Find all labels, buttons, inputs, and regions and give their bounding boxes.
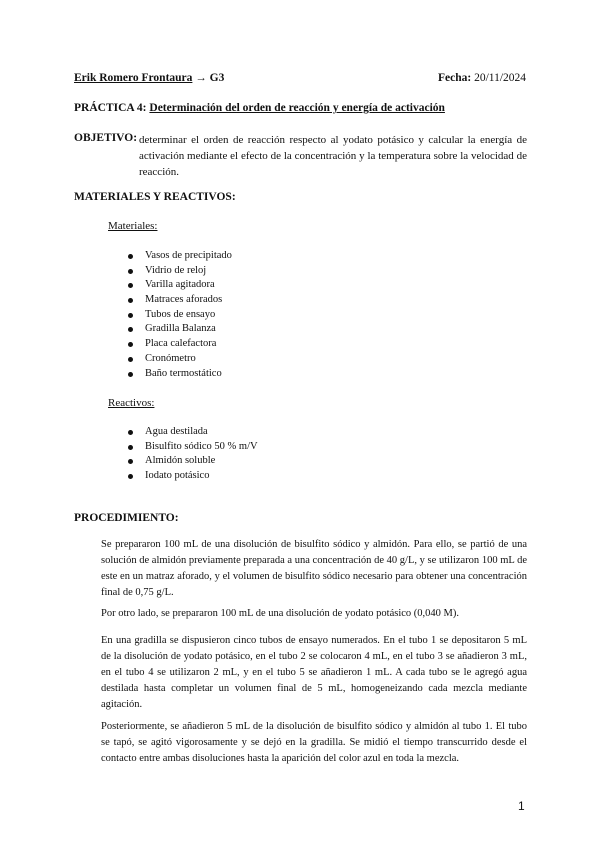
practice-label: PRÁCTICA 4: — [74, 102, 147, 114]
bullet-icon — [128, 445, 133, 450]
practice-title — [74, 102, 445, 114]
list-item: Iodato potásico — [128, 469, 258, 484]
date-line — [438, 72, 526, 84]
procedure-title: PROCEDIMIENTO: — [74, 512, 179, 524]
list-item: Vasos de precipitado — [128, 249, 232, 264]
bullet-icon — [128, 357, 133, 362]
date-label: Fecha: — [438, 72, 472, 84]
procedure-paragraph-2: Por otro lado, se prepararon 100 mL de una disolución de yodato potásico (0,040 M). — [101, 608, 459, 619]
arrow-icon: → — [195, 72, 207, 84]
list-item: Baño termostático — [128, 367, 232, 382]
list-item: Agua destilada — [128, 425, 258, 440]
list-item: Placa calefactora — [128, 337, 232, 352]
objective-text: determinar el orden de reacción respecto al yodato potásico y calcular la energía de activación mediante el efecto de la concentración y la temperatura sobre la velocidad de reacción. — [139, 134, 527, 178]
page-number: 1 — [518, 799, 525, 813]
bullet-icon — [128, 459, 133, 464]
group-label: G3 — [209, 72, 225, 84]
procedure-paragraph-4: Posteriormente, se añadieron 5 mL de la disolución de bisulfito sódico y almidón al tubo 1. El tubo se tapó, se agitó vigorosamente y se dejó en la gradilla. Se midió el tiempo transcurrido desde el contacto entre ambas disoluciones hasta la aparición del color azul en toda la mezcla. — [101, 721, 527, 764]
date-value: 20/11/2024 — [474, 72, 527, 84]
bullet-icon — [128, 313, 133, 318]
objective-label: OBJETIVO: — [74, 132, 138, 144]
list-item: Gradilla Balanza — [128, 322, 232, 337]
list-item: Bisulfito sódico 50 % m/V — [128, 440, 258, 455]
materials-heading: Materiales: — [108, 220, 158, 232]
author-name: Erik Romero Frontaura — [74, 72, 193, 84]
author-line — [74, 72, 224, 84]
bullet-icon — [128, 269, 133, 274]
bullet-icon — [128, 254, 133, 259]
bullet-icon — [128, 474, 133, 479]
materials-list — [128, 249, 232, 381]
reagents-heading: Reactivos: — [108, 397, 155, 409]
list-item: Varilla agitadora — [128, 278, 232, 293]
list-item: Cronómetro — [128, 352, 232, 367]
bullet-icon — [128, 372, 133, 377]
procedure-paragraph-3: En una gradilla se dispusieron cinco tubos de ensayo numerados. En el tubo 1 se depositaron 5 mL de la disolución de yodato potásico, en el tubo 2 se colocaron 4 mL, en el tubo 3 se añadieron 3 mL, en el tubo 4 se utilizaron 2 mL, y en el tubo 5 se añadieron 1 mL. A cada tubo se le agregó agua destilada hasta completar un volumen final de 5 mL, homogeneizando cada mezcla mediante agitación. — [101, 635, 527, 710]
bullet-icon — [128, 298, 133, 303]
bullet-icon — [128, 430, 133, 435]
list-item: Almidón soluble — [128, 454, 258, 469]
bullet-icon — [128, 283, 133, 288]
materials-section-title: MATERIALES Y REACTIVOS: — [74, 191, 236, 203]
procedure-paragraph-1: Se prepararon 100 mL de una disolución de bisulfito sódico y almidón. Para ello, se partió de una solución de almidón previamente preparada a una concentración de 40 g/L, y se utilizaron 100 mL de este en un matraz aforado, y el volumen de bisulfito sódico necesario para obtener una concentración final de 0,75 g/L. — [101, 539, 527, 598]
list-item: Vidrio de reloj — [128, 264, 232, 279]
bullet-icon — [128, 342, 133, 347]
list-item: Matraces aforados — [128, 293, 232, 308]
reagents-list — [128, 425, 258, 484]
practice-name: Determinación del orden de reacción y energía de activación — [149, 102, 445, 114]
list-item: Tubos de ensayo — [128, 308, 232, 323]
bullet-icon — [128, 327, 133, 332]
